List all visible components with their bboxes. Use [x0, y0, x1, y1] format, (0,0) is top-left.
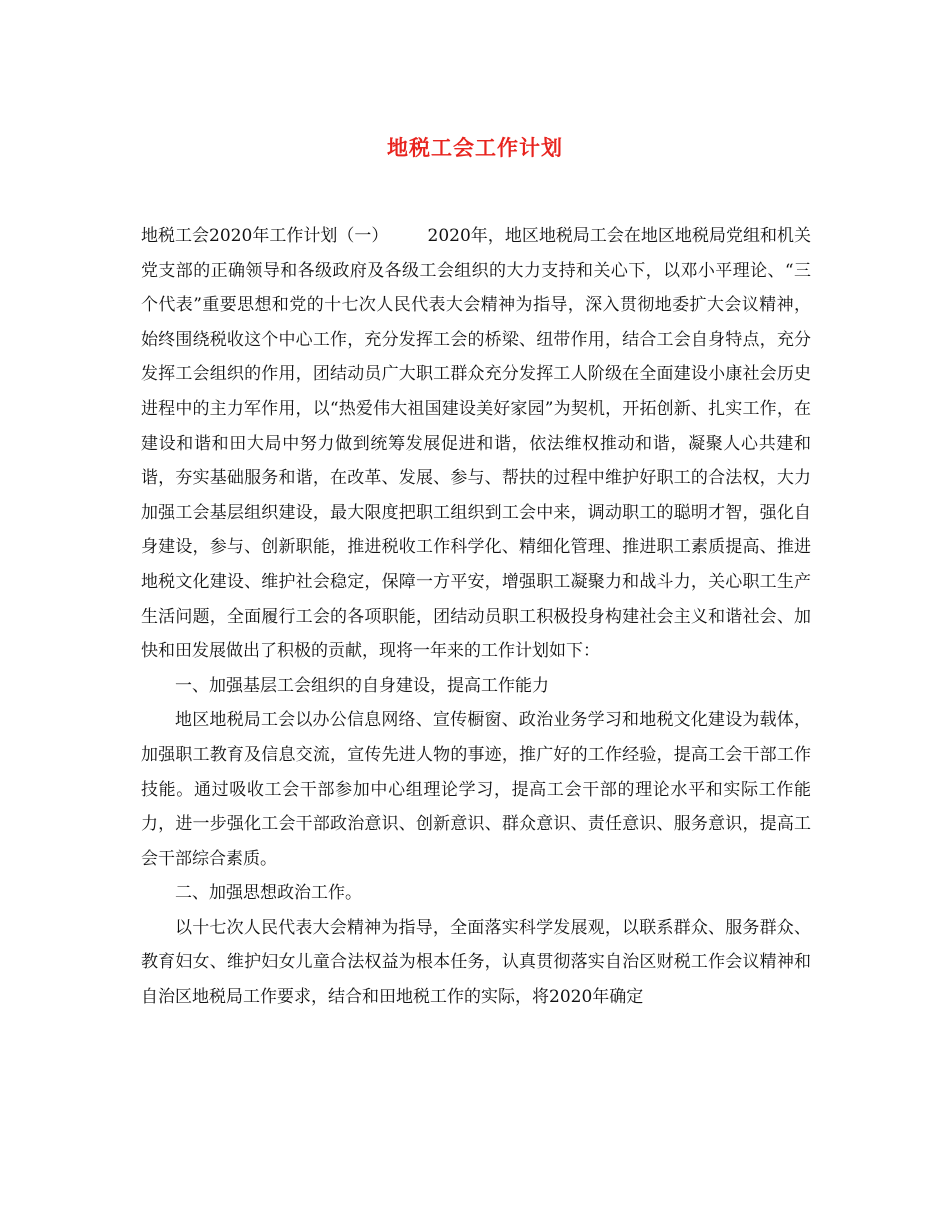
- intro-paragraph: [141, 219, 811, 669]
- document-title: 地税工会工作计划: [387, 135, 563, 160]
- intro-heading: 地税工会2020年工作计划（一）: [141, 226, 389, 246]
- section2-paragraph: 以十七次人民代表大会精神为指导，全面落实科学发展观，以联系群众、服务群众、教育妇女、维护妇女儿童合法权益为根本任务，认真贯彻落实自治区财税工作会议精神和自治区地税局工作要求，结合和田地税工作的实际，将2020年确定: [141, 917, 811, 1008]
- section1-heading: 一、加强基层工会组织的自身建设，提高工作能力: [175, 675, 549, 696]
- section1-paragraph: 地区地税局工会以办公信息网络、宣传橱窗、政治业务学习和地税文化建设为载体，加强职工教育及信息交流，宣传先进人物的事迹，推广好的工作经验，提高工会干部工作技能。通过吸收工会干部参加中心组理论学习，提高工会干部的理论水平和实际工作能力，进一步强化工会干部政治意识、创新意识、群众意识、责任意识、服务意识，提高工会干部综合素质。: [141, 710, 811, 869]
- section2-heading: 二、加强思想政治工作。: [175, 883, 362, 904]
- intro-body: 2020年，地区地税局工会在地区地税局党组和机关党支部的正确领导和各级政府及各级工会组织的大力支持和关心下，以邓小平理论、“三个代表”重要思想和党的十七次人民代表大会精神为指导，深入贯彻地委扩大会议精神，始终围绕税收这个中心工作，充分发挥工会的桥梁、纽带作用，结合工会自身特点，充分发挥工会组织的作用，团结动员广大职工群众充分发挥工人阶级在全面建设小康社会历史进程中的主力军作用，以“热爱伟大祖国建设美好家园”为契机，开拓创新、扎实工作，在建设和谐和田大局中努力做到统筹发展促进和谐，依法维权推动和谐，凝聚人心共建和谐，夯实基础服务和谐，在改革、发展、参与、帮扶的过程中维护好职工的合法权，大力加强工会基层组织建设，最大限度把职工组织到工会中来，调动职工的聪明才智，强化自身建设，参与、创新职能，推进税收工作科学化、精细化管理、推进职工素质提高、推进地税文化建设、维护社会稳定，保障一方平安，增强职工凝聚力和战斗力，关心职工生产生活问题，全面履行工会的各项职能，团结动员职工积极投身构建社会主义和谐社会、加快和田发展做出了积极的贡献，现将一年来的工作计划如下：: [141, 226, 812, 662]
- document-body: [141, 219, 811, 1015]
